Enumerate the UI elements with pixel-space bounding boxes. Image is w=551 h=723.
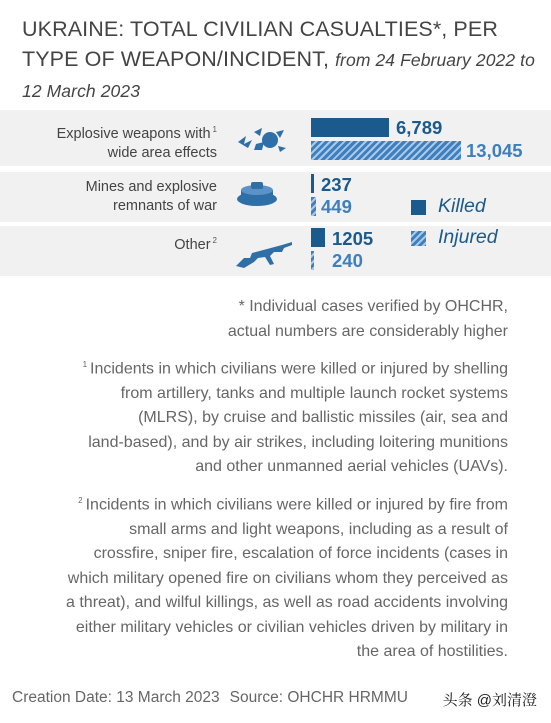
value-label-injured-3: 240 — [332, 250, 363, 271]
asterisk-note: * Individual cases verified by OHCHR, actual numbers are considerably higher — [227, 298, 508, 340]
bar-killed-2 — [311, 174, 314, 193]
footnote-2-mark: 2 — [78, 496, 83, 505]
landmine-icon — [234, 178, 280, 208]
bar-injured-1 — [311, 141, 461, 160]
value-label-injured-2: 449 — [321, 196, 352, 217]
footer — [12, 689, 408, 707]
legend-swatch-killed — [411, 200, 426, 215]
bar-killed-1 — [311, 118, 389, 137]
bar-killed-3 — [311, 228, 325, 247]
footnote-2: $^2$ Incidents in which civilians were killed or injured by fire from small arms and light weapons, including as a result of crossfire, sniper fire, escalation of force incidents (cases in which military opened fire on civilians whom they perceived as a threat), and wilful killings, as well as road accidents involving either military vehicles or civilian vehicles driven by military in the area of hostilities. — [66, 496, 508, 661]
creation-date: Creation Date: 13 March 2023 — [12, 689, 220, 706]
value-label-killed-3: 1205 — [332, 228, 374, 249]
source: Source: OHCHR HRMMU — [229, 689, 408, 706]
legend-label-injured: Injured — [438, 226, 498, 248]
legend-label-killed: Killed — [438, 195, 486, 217]
legend-swatch-injured — [411, 231, 426, 246]
title-main: UKRAINE: TOTAL CIVILIAN CASUALTIES*, PER TYPE OF WEAPON/INCIDENT, — [22, 17, 498, 71]
value-label-killed-1: 6,789 — [396, 117, 443, 138]
title-period: from 24 February 2022 to 12 March 2023 — [22, 50, 535, 101]
category-label-mines: Mines and explosive remnants of war — [85, 179, 217, 214]
footnote-1-mark: 1 — [82, 360, 88, 369]
rifle-icon — [234, 236, 294, 270]
value-label-injured-1: 13,045 — [466, 140, 523, 161]
category-label-explosive: Explosive weapons with $^1$ wide area effects — [56, 125, 217, 161]
footnote-ref-2: 2 — [212, 236, 217, 245]
chart-title — [22, 14, 537, 106]
watermark: 头条 @刘清澄 — [439, 688, 541, 711]
footnote-ref-1: 1 — [212, 125, 217, 134]
value-label-killed-2: 237 — [321, 174, 352, 195]
explosion-icon — [232, 124, 290, 154]
bar-injured-3 — [311, 251, 314, 270]
footnote-1: $^1$ Incidents in which civilians were killed or injured by shelling from artillery, tanks and multiple launch rocket systems (MLRS), by cruise and ballistic missiles (air, sea and land-based), and by air strikes, including loitering munitions and other unmanned aerial vehicles (UAVs). — [82, 360, 508, 476]
category-label-other: Other $^2$ — [174, 236, 217, 253]
bar-injured-2 — [311, 197, 316, 216]
